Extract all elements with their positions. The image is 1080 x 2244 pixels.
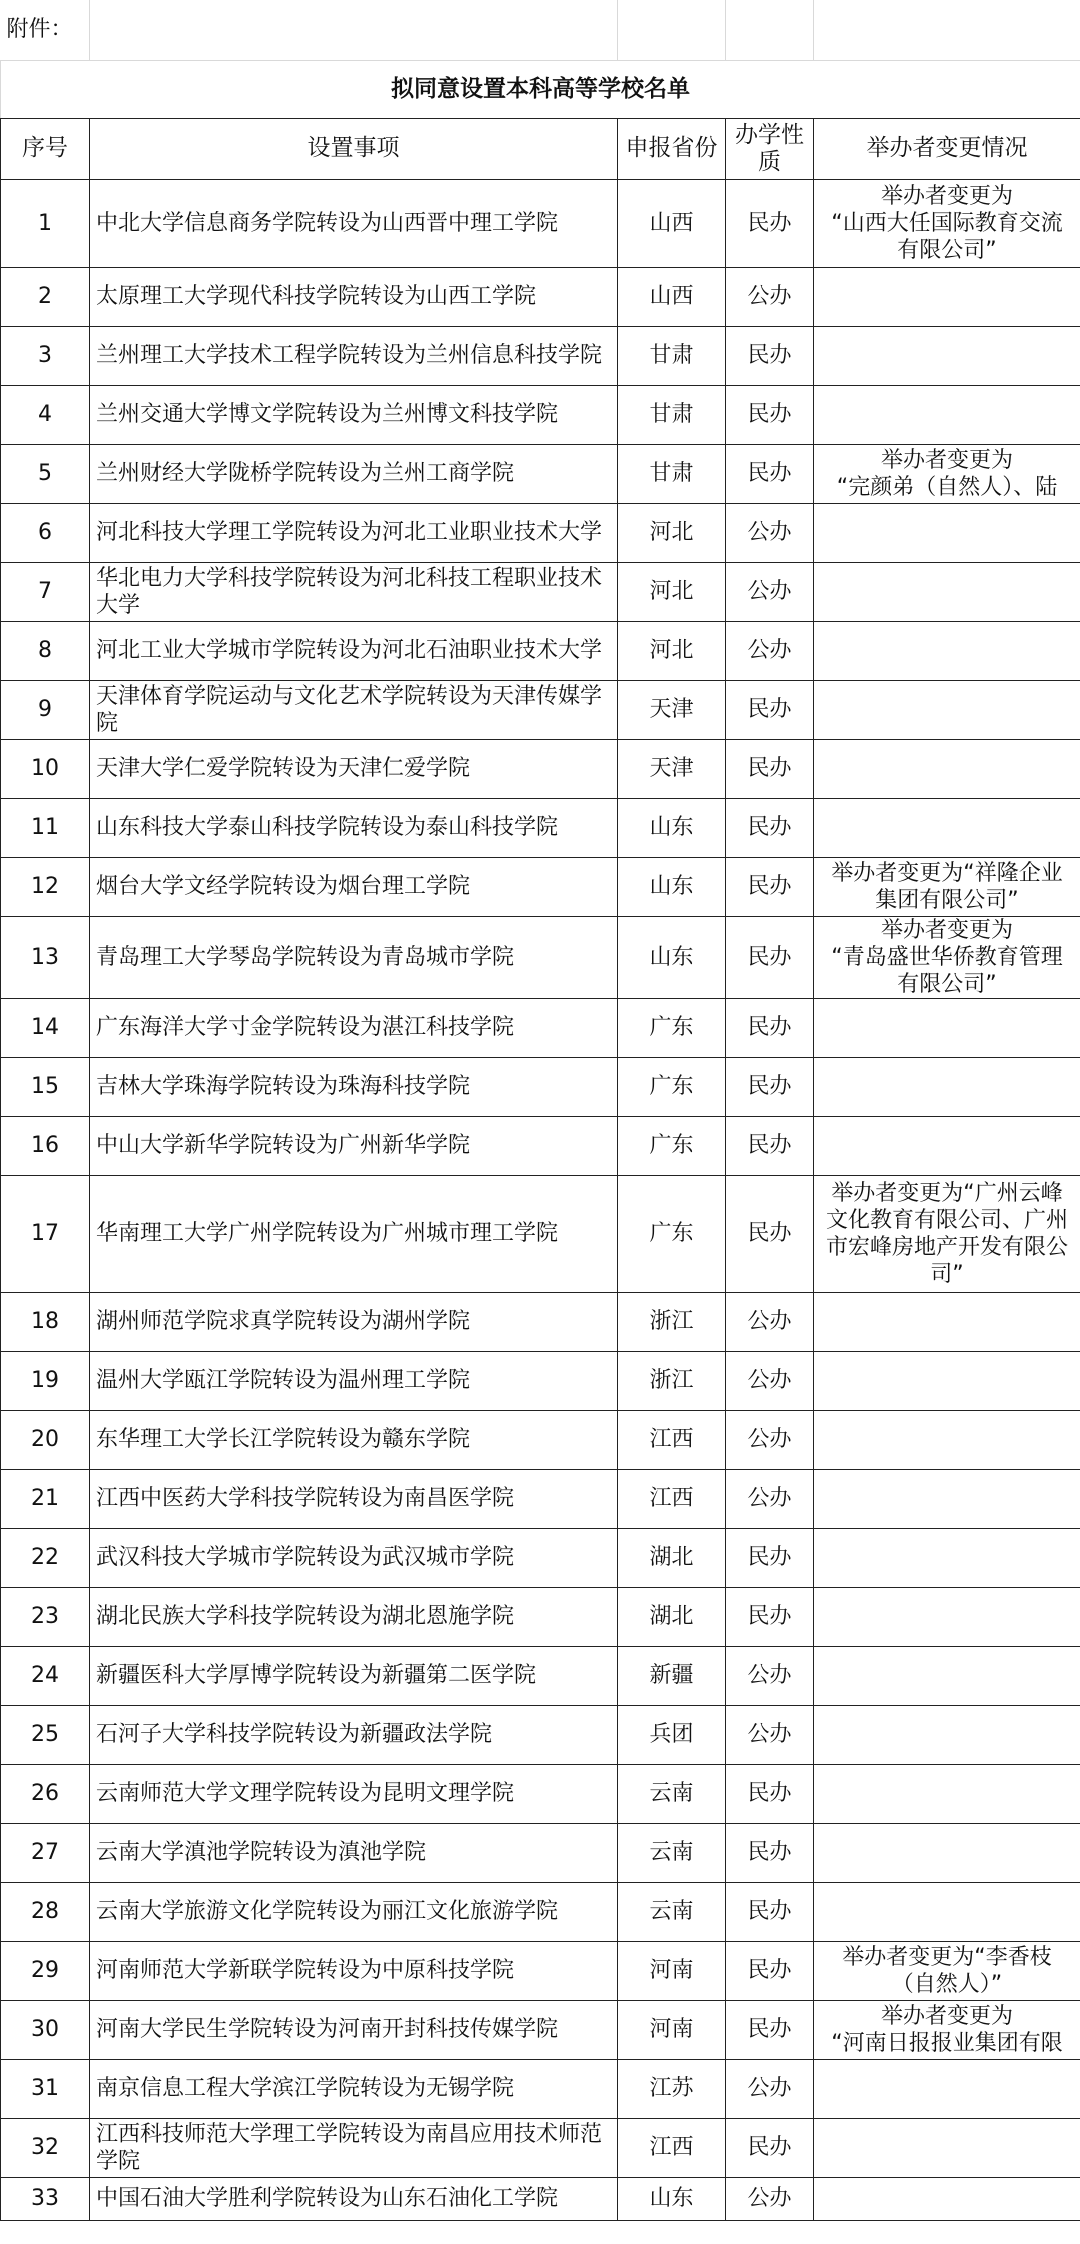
- row-change[interactable]: [814, 1410, 1080, 1469]
- row-item[interactable]: 云南大学滇池学院转设为滇池学院: [90, 1823, 618, 1882]
- row-province[interactable]: 甘肃: [618, 444, 726, 503]
- row-change[interactable]: [814, 1057, 1080, 1116]
- attachment-label: 附件：: [1, 0, 90, 60]
- row-nature[interactable]: 公办: [726, 2177, 814, 2220]
- row-change[interactable]: [814, 1292, 1080, 1351]
- table-row: [1, 267, 1080, 326]
- row-item[interactable]: 河南大学民生学院转设为河南开封科技传媒学院: [90, 2000, 618, 2059]
- row-change[interactable]: [814, 1823, 1080, 1882]
- row-change[interactable]: [814, 503, 1080, 562]
- row-number[interactable]: 23: [1, 1587, 90, 1646]
- table-row: [1, 1823, 1080, 1882]
- row-item[interactable]: 江西科技师范大学理工学院转设为南昌应用技术师范学院: [90, 2118, 618, 2177]
- table-row: [1, 326, 1080, 385]
- row-province[interactable]: 广东: [618, 1116, 726, 1175]
- table-row: [1, 857, 1080, 916]
- row-nature[interactable]: 民办: [726, 326, 814, 385]
- row-change[interactable]: [814, 798, 1080, 857]
- row-item[interactable]: 青岛理工大学琴岛学院转设为青岛城市学院: [90, 916, 618, 998]
- table-row: [1, 1587, 1080, 1646]
- row-item[interactable]: 广东海洋大学寸金学院转设为湛江科技学院: [90, 998, 618, 1057]
- row-number[interactable]: 11: [1, 798, 90, 857]
- row-province[interactable]: 新疆: [618, 1646, 726, 1705]
- row-item[interactable]: 云南师范大学文理学院转设为昆明文理学院: [90, 1764, 618, 1823]
- table-row: [1, 1292, 1080, 1351]
- row-number[interactable]: 9: [1, 680, 90, 739]
- row-item[interactable]: 太原理工大学现代科技学院转设为山西工学院: [90, 267, 618, 326]
- row-item[interactable]: 武汉科技大学城市学院转设为武汉城市学院: [90, 1528, 618, 1587]
- row-province[interactable]: 河北: [618, 562, 726, 621]
- row-item[interactable]: 华南理工大学广州学院转设为广州城市理工学院: [90, 1175, 618, 1292]
- table-row: [1, 562, 1080, 621]
- row-nature[interactable]: 民办: [726, 385, 814, 444]
- row-change[interactable]: [814, 739, 1080, 798]
- row-number[interactable]: 14: [1, 998, 90, 1057]
- row-nature[interactable]: 民办: [726, 2118, 814, 2177]
- row-nature[interactable]: 民办: [726, 1057, 814, 1116]
- table-row: [1, 385, 1080, 444]
- row-nature[interactable]: 民办: [726, 1175, 814, 1292]
- row-item[interactable]: 中国石油大学胜利学院转设为山东石油化工学院: [90, 2177, 618, 2220]
- row-province[interactable]: 湖北: [618, 1528, 726, 1587]
- row-province[interactable]: 江苏: [618, 2059, 726, 2118]
- row-nature[interactable]: 民办: [726, 444, 814, 503]
- row-change[interactable]: [814, 1646, 1080, 1705]
- row-item[interactable]: 兰州理工大学技术工程学院转设为兰州信息科技学院: [90, 326, 618, 385]
- table-row: [1, 444, 1080, 503]
- row-number[interactable]: 6: [1, 503, 90, 562]
- row-change[interactable]: 举办者变更为“李香枝 （自然人）”: [814, 1941, 1080, 2000]
- row-item[interactable]: 兰州财经大学陇桥学院转设为兰州工商学院: [90, 444, 618, 503]
- row-nature[interactable]: 民办: [726, 739, 814, 798]
- row-province[interactable]: 山东: [618, 857, 726, 916]
- table-row: [1, 1175, 1080, 1292]
- row-nature[interactable]: 公办: [726, 1705, 814, 1764]
- row-change[interactable]: [814, 1587, 1080, 1646]
- table-row: [1, 1528, 1080, 1587]
- row-change[interactable]: [814, 2059, 1080, 2118]
- row-number[interactable]: 26: [1, 1764, 90, 1823]
- table-row: [1, 798, 1080, 857]
- row-item[interactable]: 烟台大学文经学院转设为烟台理工学院: [90, 857, 618, 916]
- row-nature[interactable]: 民办: [726, 680, 814, 739]
- row-change[interactable]: [814, 1882, 1080, 1941]
- row-change[interactable]: 举办者变更为 “山西大任国际教育交流 有限公司”: [814, 179, 1080, 267]
- row-number[interactable]: 19: [1, 1351, 90, 1410]
- table-row: [1, 1646, 1080, 1705]
- row-province[interactable]: 浙江: [618, 1292, 726, 1351]
- row-number[interactable]: 16: [1, 1116, 90, 1175]
- row-change[interactable]: [814, 1705, 1080, 1764]
- row-nature[interactable]: 公办: [726, 2059, 814, 2118]
- row-number[interactable]: 12: [1, 857, 90, 916]
- row-province[interactable]: 甘肃: [618, 385, 726, 444]
- row-nature[interactable]: 公办: [726, 1292, 814, 1351]
- row-number[interactable]: 30: [1, 2000, 90, 2059]
- table-row: [1, 1351, 1080, 1410]
- row-change[interactable]: [814, 267, 1080, 326]
- table-row: [1, 179, 1080, 267]
- row-number[interactable]: 33: [1, 2177, 90, 2220]
- table-row: [1, 2059, 1080, 2118]
- row-province[interactable]: 广东: [618, 998, 726, 1057]
- row-change[interactable]: [814, 1469, 1080, 1528]
- row-item[interactable]: 河南师范大学新联学院转设为中原科技学院: [90, 1941, 618, 2000]
- row-number[interactable]: 31: [1, 2059, 90, 2118]
- table-title: 拟同意设置本科高等学校名单: [1, 60, 1080, 118]
- row-number[interactable]: 7: [1, 562, 90, 621]
- row-number[interactable]: 3: [1, 326, 90, 385]
- row-change[interactable]: [814, 1116, 1080, 1175]
- table-row: [1, 503, 1080, 562]
- table-row: [1, 916, 1080, 998]
- row-nature[interactable]: 民办: [726, 1941, 814, 2000]
- title-row: [1, 60, 1080, 118]
- row-province[interactable]: 河南: [618, 1941, 726, 2000]
- row-province[interactable]: 云南: [618, 1882, 726, 1941]
- header-change: 举办者变更情况: [814, 118, 1080, 179]
- row-number[interactable]: 8: [1, 621, 90, 680]
- row-number[interactable]: 13: [1, 916, 90, 998]
- row-province[interactable]: 天津: [618, 739, 726, 798]
- row-number[interactable]: 18: [1, 1292, 90, 1351]
- empty-cell[interactable]: [814, 0, 1080, 60]
- row-change[interactable]: [814, 385, 1080, 444]
- row-nature[interactable]: 民办: [726, 916, 814, 998]
- row-nature[interactable]: 公办: [726, 1469, 814, 1528]
- row-number[interactable]: 25: [1, 1705, 90, 1764]
- row-number[interactable]: 24: [1, 1646, 90, 1705]
- row-number[interactable]: 32: [1, 2118, 90, 2177]
- row-number[interactable]: 17: [1, 1175, 90, 1292]
- row-change[interactable]: [814, 2177, 1080, 2220]
- table-row: [1, 1882, 1080, 1941]
- row-province[interactable]: 云南: [618, 1764, 726, 1823]
- row-province[interactable]: 广东: [618, 1175, 726, 1292]
- row-nature[interactable]: 民办: [726, 2000, 814, 2059]
- row-province[interactable]: 山西: [618, 179, 726, 267]
- row-change[interactable]: 举办者变更为 “河南日报报业集团有限: [814, 2000, 1080, 2059]
- row-item[interactable]: 河北工业大学城市学院转设为河北石油职业技术大学: [90, 621, 618, 680]
- table-row: [1, 998, 1080, 1057]
- row-number[interactable]: 1: [1, 179, 90, 267]
- row-number[interactable]: 5: [1, 444, 90, 503]
- header-nature: 办学性质: [726, 118, 814, 179]
- row-number[interactable]: 2: [1, 267, 90, 326]
- row-province[interactable]: 甘肃: [618, 326, 726, 385]
- row-item[interactable]: 东华理工大学长江学院转设为赣东学院: [90, 1410, 618, 1469]
- row-nature[interactable]: 民办: [726, 179, 814, 267]
- header-no: 序号: [1, 118, 90, 179]
- row-nature[interactable]: 民办: [726, 998, 814, 1057]
- row-number[interactable]: 29: [1, 1941, 90, 2000]
- table-row: [1, 1705, 1080, 1764]
- row-province[interactable]: 山东: [618, 916, 726, 998]
- row-province[interactable]: 云南: [618, 1823, 726, 1882]
- empty-cell[interactable]: [726, 0, 814, 60]
- row-item[interactable]: 湖北民族大学科技学院转设为湖北恩施学院: [90, 1587, 618, 1646]
- row-item[interactable]: 江西中医药大学科技学院转设为南昌医学院: [90, 1469, 618, 1528]
- row-number[interactable]: 10: [1, 739, 90, 798]
- row-province[interactable]: 山西: [618, 267, 726, 326]
- attachment-row: [1, 0, 1080, 60]
- row-province[interactable]: 广东: [618, 1057, 726, 1116]
- row-nature[interactable]: 民办: [726, 1823, 814, 1882]
- row-change[interactable]: 举办者变更为“广州云峰 文化教育有限公司、广州 市宏峰房地产开发有限公 司”: [814, 1175, 1080, 1292]
- row-item[interactable]: 华北电力大学科技学院转设为河北科技工程职业技术大学: [90, 562, 618, 621]
- table-row: [1, 1764, 1080, 1823]
- table-row: [1, 1116, 1080, 1175]
- row-item[interactable]: 山东科技大学泰山科技学院转设为泰山科技学院: [90, 798, 618, 857]
- table-row: [1, 1469, 1080, 1528]
- row-province[interactable]: 兵团: [618, 1705, 726, 1764]
- table-row: [1, 2118, 1080, 2177]
- row-nature[interactable]: 公办: [726, 503, 814, 562]
- row-nature[interactable]: 民办: [726, 1528, 814, 1587]
- row-nature[interactable]: 公办: [726, 267, 814, 326]
- row-item[interactable]: 石河子大学科技学院转设为新疆政法学院: [90, 1705, 618, 1764]
- row-number[interactable]: 15: [1, 1057, 90, 1116]
- row-item[interactable]: 湖州师范学院求真学院转设为湖州学院: [90, 1292, 618, 1351]
- row-nature[interactable]: 民办: [726, 1764, 814, 1823]
- row-province[interactable]: 河北: [618, 621, 726, 680]
- row-nature[interactable]: 民办: [726, 857, 814, 916]
- table-row: [1, 680, 1080, 739]
- row-number[interactable]: 27: [1, 1823, 90, 1882]
- row-item[interactable]: 云南大学旅游文化学院转设为丽江文化旅游学院: [90, 1882, 618, 1941]
- row-number[interactable]: 20: [1, 1410, 90, 1469]
- row-change[interactable]: [814, 1528, 1080, 1587]
- row-nature[interactable]: 公办: [726, 562, 814, 621]
- row-item[interactable]: 新疆医科大学厚博学院转设为新疆第二医学院: [90, 1646, 618, 1705]
- empty-cell[interactable]: [90, 0, 618, 60]
- row-province[interactable]: 江西: [618, 1410, 726, 1469]
- row-province[interactable]: 河北: [618, 503, 726, 562]
- row-province[interactable]: 天津: [618, 680, 726, 739]
- row-number[interactable]: 28: [1, 1882, 90, 1941]
- row-province[interactable]: 山东: [618, 798, 726, 857]
- row-number[interactable]: 21: [1, 1469, 90, 1528]
- row-change[interactable]: [814, 680, 1080, 739]
- row-province[interactable]: 江西: [618, 1469, 726, 1528]
- row-item[interactable]: 南京信息工程大学滨江学院转设为无锡学院: [90, 2059, 618, 2118]
- row-province[interactable]: 江西: [618, 2118, 726, 2177]
- row-nature[interactable]: 公办: [726, 1646, 814, 1705]
- empty-cell[interactable]: [618, 0, 726, 60]
- row-item[interactable]: 河北科技大学理工学院转设为河北工业职业技术大学: [90, 503, 618, 562]
- header-row: [1, 118, 1080, 179]
- row-change[interactable]: [814, 326, 1080, 385]
- row-province[interactable]: 山东: [618, 2177, 726, 2220]
- row-number[interactable]: 22: [1, 1528, 90, 1587]
- row-item[interactable]: 兰州交通大学博文学院转设为兰州博文科技学院: [90, 385, 618, 444]
- row-nature[interactable]: 民办: [726, 798, 814, 857]
- row-nature[interactable]: 公办: [726, 1351, 814, 1410]
- row-item[interactable]: 中山大学新华学院转设为广州新华学院: [90, 1116, 618, 1175]
- row-nature[interactable]: 公办: [726, 1410, 814, 1469]
- row-nature[interactable]: 民办: [726, 1116, 814, 1175]
- row-change[interactable]: [814, 562, 1080, 621]
- table-row: [1, 1410, 1080, 1469]
- row-nature[interactable]: 民办: [726, 1587, 814, 1646]
- row-nature[interactable]: 民办: [726, 1882, 814, 1941]
- header-item: 设置事项: [90, 118, 618, 179]
- row-item[interactable]: 中北大学信息商务学院转设为山西晋中理工学院: [90, 179, 618, 267]
- row-nature[interactable]: 公办: [726, 621, 814, 680]
- table-row: [1, 621, 1080, 680]
- row-item[interactable]: 天津大学仁爱学院转设为天津仁爱学院: [90, 739, 618, 798]
- row-item[interactable]: 温州大学瓯江学院转设为温州理工学院: [90, 1351, 618, 1410]
- row-change[interactable]: [814, 1351, 1080, 1410]
- row-change[interactable]: 举办者变更为 “完颜弟（自然人）、陆: [814, 444, 1080, 503]
- row-change[interactable]: [814, 621, 1080, 680]
- row-province[interactable]: 湖北: [618, 1587, 726, 1646]
- row-change[interactable]: [814, 1764, 1080, 1823]
- table-row: [1, 1941, 1080, 2000]
- row-change[interactable]: [814, 2118, 1080, 2177]
- row-change[interactable]: 举办者变更为“祥隆企业 集团有限公司”: [814, 857, 1080, 916]
- table-row: [1, 2000, 1080, 2059]
- row-number[interactable]: 4: [1, 385, 90, 444]
- row-change[interactable]: [814, 998, 1080, 1057]
- table-row: [1, 2177, 1080, 2220]
- row-province[interactable]: 河南: [618, 2000, 726, 2059]
- row-change[interactable]: 举办者变更为 “青岛盛世华侨教育管理 有限公司”: [814, 916, 1080, 998]
- row-province[interactable]: 浙江: [618, 1351, 726, 1410]
- row-item[interactable]: 吉林大学珠海学院转设为珠海科技学院: [90, 1057, 618, 1116]
- header-province: 申报省份: [618, 118, 726, 179]
- row-item[interactable]: 天津体育学院运动与文化艺术学院转设为天津传媒学院: [90, 680, 618, 739]
- table-row: [1, 1057, 1080, 1116]
- table-row: [1, 739, 1080, 798]
